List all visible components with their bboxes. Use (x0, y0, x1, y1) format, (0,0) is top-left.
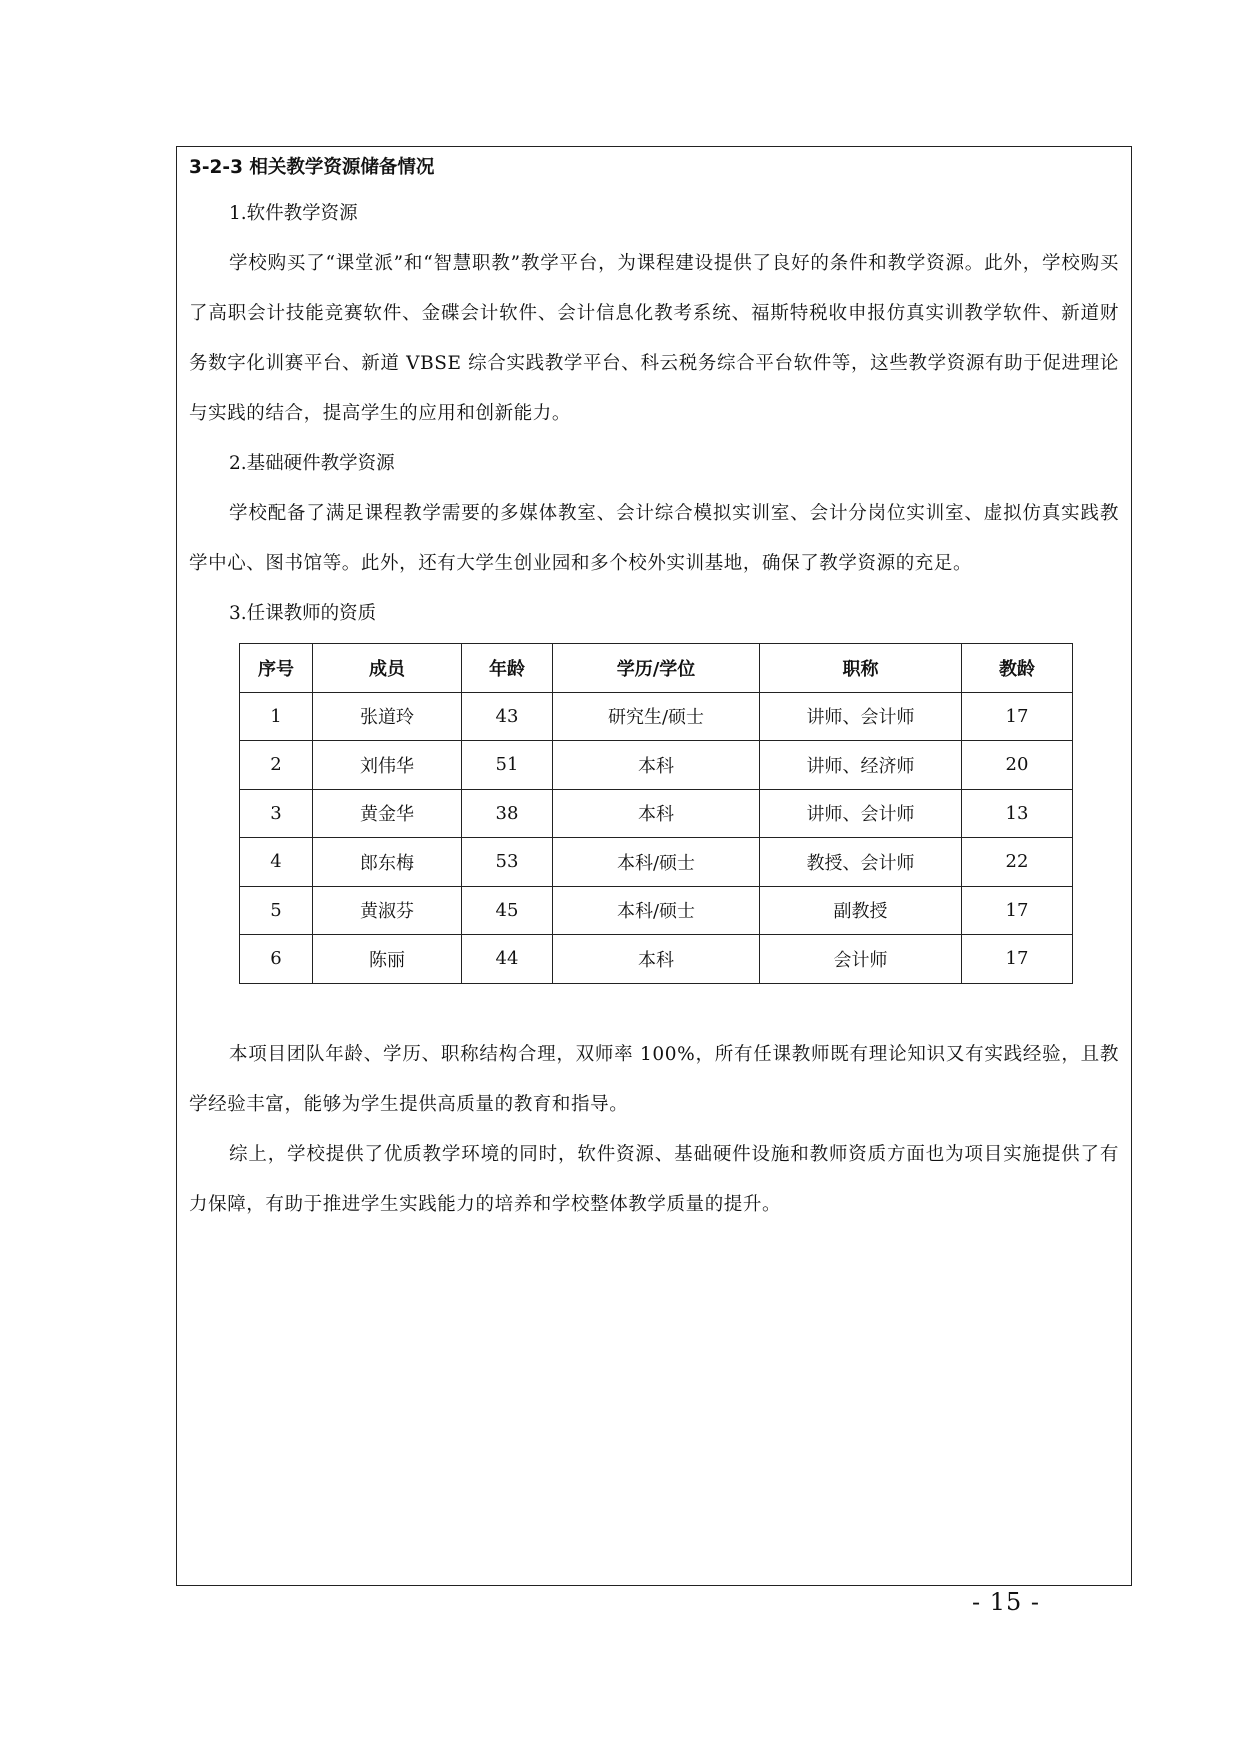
cell-age: 44 (462, 935, 553, 984)
cell-member: 陈丽 (313, 935, 462, 984)
table-row (240, 886, 1073, 935)
table-header-row (240, 644, 1073, 693)
cell-index: 3 (240, 789, 313, 838)
document-content (189, 155, 1119, 1230)
column-header-index: 序号 (240, 644, 313, 693)
column-header-degree: 学历/学位 (553, 644, 760, 693)
cell-age: 45 (462, 886, 553, 935)
cell-index: 4 (240, 838, 313, 887)
cell-age: 38 (462, 789, 553, 838)
summary-paragraph-team: 本项目团队年龄、学历、职称结构合理，双师率 100%，所有任课教师既有理论知识又有实践经验，且教学经验丰富，能够为学生提供高质量的教育和指导。 (189, 1043, 1119, 1115)
cell-member: 黄金华 (313, 789, 462, 838)
table-row (240, 741, 1073, 790)
column-header-teaching-years: 教龄 (962, 644, 1073, 693)
cell-title: 教授、会计师 (760, 838, 962, 887)
software-heading: 1.软件教学资源 (229, 203, 358, 224)
summary-paragraph-conclusion: 综上，学校提供了优质教学环境的同时，软件资源、基础硬件设施和教师资质方面也为项目实施提供了有力保障，有助于推进学生实践能力的培养和学校整体教学质量的提升。 (189, 1143, 1119, 1215)
cell-title: 讲师、会计师 (760, 692, 962, 741)
cell-title: 讲师、会计师 (760, 789, 962, 838)
hardware-paragraph: 学校配备了满足课程教学需要的多媒体教室、会计综合模拟实训室、会计分岗位实训室、虚拟仿真实践教学中心、图书馆等。此外，还有大学生创业园和多个校外实训基地，确保了教学资源的充足。 (189, 503, 1119, 574)
table-row (240, 935, 1073, 984)
cell-teaching-years: 17 (962, 692, 1073, 741)
teachers-heading: 3.任课教师的资质 (229, 603, 377, 624)
column-header-title: 职称 (760, 644, 962, 693)
document-frame (176, 146, 1132, 1586)
cell-member: 郎东梅 (313, 838, 462, 887)
cell-degree: 本科/硕士 (553, 838, 760, 887)
cell-teaching-years: 13 (962, 789, 1073, 838)
cell-degree: 本科 (553, 741, 760, 790)
cell-title: 讲师、经济师 (760, 741, 962, 790)
cell-teaching-years: 17 (962, 935, 1073, 984)
cell-degree: 本科/硕士 (553, 886, 760, 935)
cell-index: 5 (240, 886, 313, 935)
cell-age: 51 (462, 741, 553, 790)
cell-degree: 本科 (553, 789, 760, 838)
table-row (240, 692, 1073, 741)
cell-teaching-years: 17 (962, 886, 1073, 935)
cell-teaching-years: 22 (962, 838, 1073, 887)
cell-age: 43 (462, 692, 553, 741)
cell-degree: 本科 (553, 935, 760, 984)
cell-member: 张道玲 (313, 692, 462, 741)
cell-age: 53 (462, 838, 553, 887)
software-paragraph: 学校购买了“课堂派”和“智慧职教”教学平台，为课程建设提供了良好的条件和教学资源。此外，学校购买了高职会计技能竞赛软件、金碟会计软件、会计信息化教考系统、福斯特税收申报仿真实训教学软件、新道财务数字化训赛平台、新道 VBSE 综合实践教学平台、科云税务综合平台软件等，这些教学资源有助于促进理论与实践的结合，提高学生的应用和创新能力。 (189, 253, 1119, 424)
cell-index: 1 (240, 692, 313, 741)
page-number: - 15 - (972, 1588, 1041, 1616)
cell-title: 副教授 (760, 886, 962, 935)
cell-member: 刘伟华 (313, 741, 462, 790)
section-title: 3-2-3 相关教学资源储备情况 (189, 157, 435, 178)
cell-index: 2 (240, 741, 313, 790)
table-row (240, 789, 1073, 838)
column-header-member: 成员 (313, 644, 462, 693)
cell-teaching-years: 20 (962, 741, 1073, 790)
cell-index: 6 (240, 935, 313, 984)
cell-member: 黄淑芬 (313, 886, 462, 935)
table-spacer (189, 984, 1119, 1030)
cell-degree: 研究生/硕士 (553, 692, 760, 741)
table-row (240, 838, 1073, 887)
teachers-table (239, 643, 1073, 984)
column-header-age: 年龄 (462, 644, 553, 693)
hardware-heading: 2.基础硬件教学资源 (229, 453, 395, 474)
cell-title: 会计师 (760, 935, 962, 984)
